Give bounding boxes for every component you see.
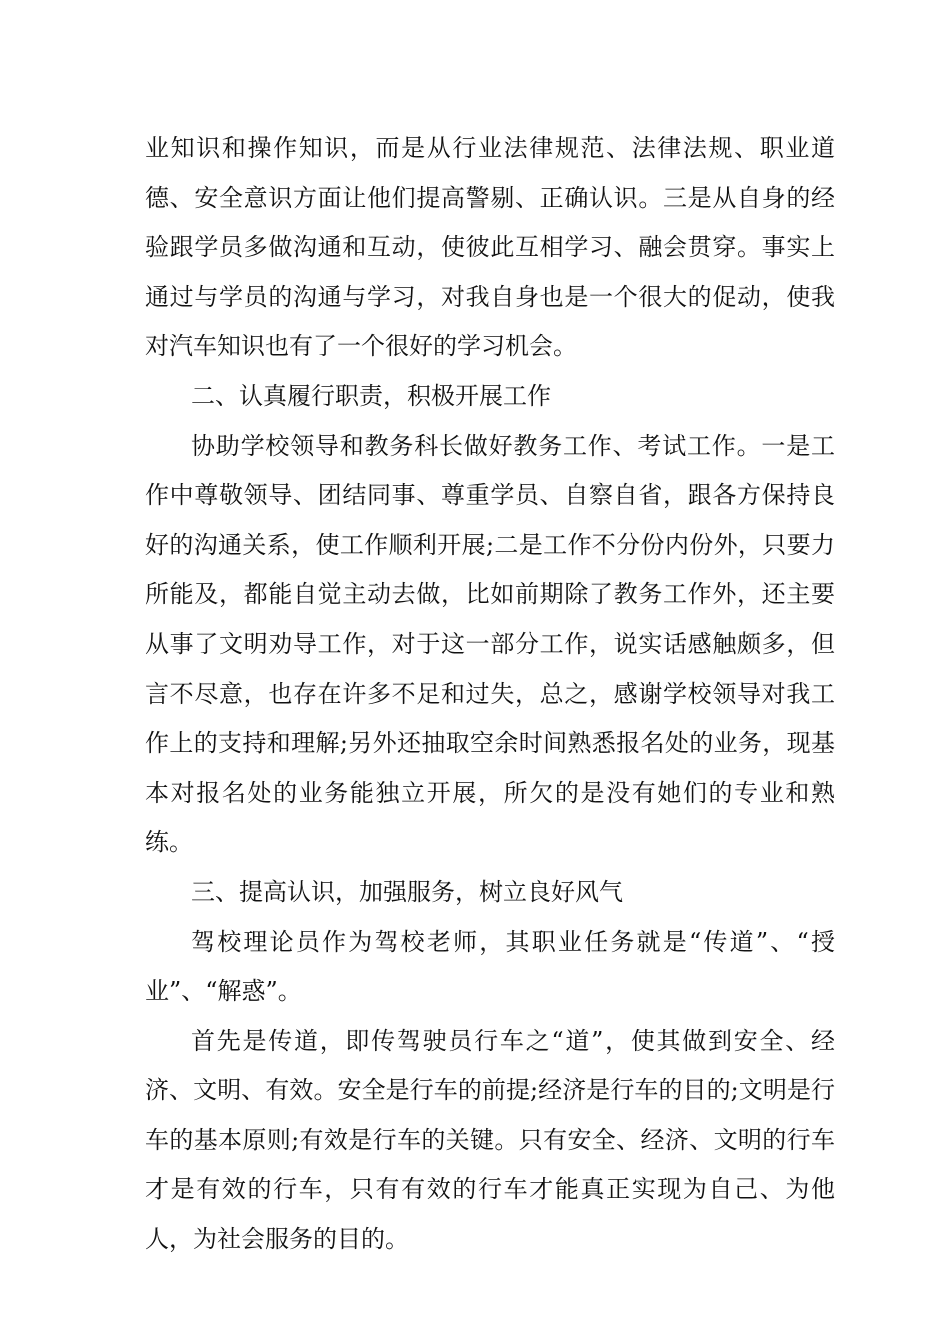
paragraph-3: 驾校理论员作为驾校老师，其职业任务就是“传道”、“授业”、“解惑”。 xyxy=(145,927,835,1006)
heading-section-2: 二、认真履行职责，积极开展工作 xyxy=(191,381,551,410)
heading-section-3: 三、提高认识，加强服务，树立良好风气 xyxy=(191,877,623,906)
paragraph-4: 首先是传道，即传驾驶员行车之“道”，使其做到安全、经济、文明、有效。安全是行车的前提;经济是行车的目的;文明是行车的基本原则;有效是行车的关键。只有安全、经济、文明的行车才是有效的行车，只有有效的行车才能真正实现为自己、为他人，为社会服务的目的。 xyxy=(145,1026,835,1254)
document-body xyxy=(145,124,835,1265)
paragraph-2: 协助学校领导和教务科长做好教务工作、考试工作。一是工作中尊敬领导、团结同事、尊重学员、自察自省，跟各方保持良好的沟通关系，使工作顺利开展;二是工作不分份内份外，只要力所能及，都能自觉主动去做，比如前期除了教务工作外，还主要从事了文明劝导工作，对于这一部分工作，说实话感触颇多，但言不尽意，也存在许多不足和过失，总之，感谢学校领导对我工作上的支持和理解;另外还抽取空余时间熟悉报名处的业务，现基本对报名处的业务能独立开展，所欠的是没有她们的专业和熟练。 xyxy=(145,431,835,857)
paragraph-1: 业知识和操作知识，而是从行业法律规范、法律法规、职业道德、安全意识方面让他们提高警剔、正确认识。三是从自身的经验跟学员多做沟通和互动，使彼此互相学习、融会贯穿。事实上通过与学员的沟通与学习，对我自身也是一个很大的促动，使我对汽车知识也有了一个很好的学习机会。 xyxy=(145,134,835,361)
